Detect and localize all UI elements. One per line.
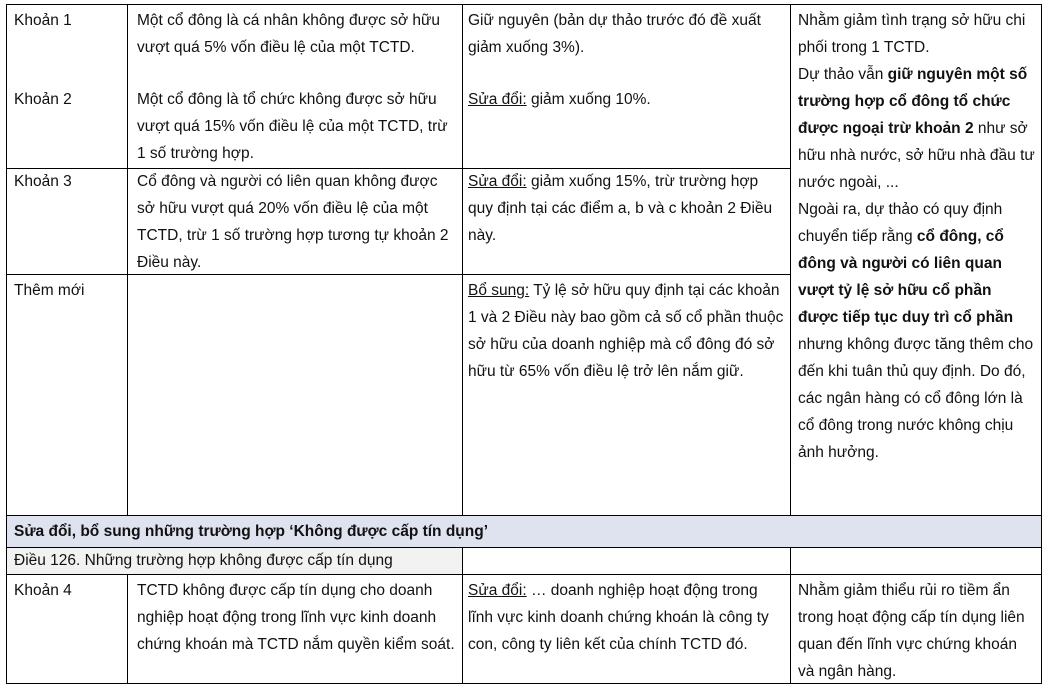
new-proposal: [468, 277, 784, 385]
k4-proposal-text: … doanh nghiệp hoạt động trong lĩnh vực kinh doanh chứng khoán là công ty con, công ty liên kết của chính TCTD đó.: [468, 582, 769, 653]
comment-p1: Nhằm giảm tình trạng sở hữu chi phối trong 1 TCTD.: [798, 12, 1026, 56]
comment-p3: Ngoài ra, dự thảo có quy định chuyển tiếp rằng cổ đông, cổ đông và người có liên quan vượt tỷ lệ sở hữu cổ phần được tiếp tục duy trì cổ phần nhưng không được tăng thêm cho đến khi tuân thủ quy định. Do đó, các ngân hàng có cổ đông lớn là cổ đông trong nước không chịu ảnh hưởng.: [798, 201, 1034, 461]
k3-proposal-prefix: Sửa đổi:: [468, 173, 527, 190]
k4-proposal-prefix: Sửa đổi:: [468, 582, 527, 599]
k1-current: Một cổ đông là cá nhân không được sở hữu vượt quá 5% vốn điều lệ của một TCTD.: [137, 12, 441, 56]
k2-proposal-text: giảm xuống 10%.: [526, 91, 651, 108]
k2-proposal-prefix: Sửa đổi:: [468, 91, 527, 108]
k3-proposal-text: giảm xuống 15%, trừ trường hợp quy định tại các điểm a, b và c khoản 2 Điều này.: [468, 173, 773, 244]
k1-proposal: Giữ nguyên (bản dự thảo trước đó đề xuất giảm xuống 3%).: [468, 12, 761, 56]
section-header: Sửa đổi, bổ sung những trường hợp ‘Không được cấp tín dụng’: [14, 523, 489, 540]
k1-label: Khoản 1: [14, 12, 72, 29]
k4-label: Khoản 4: [14, 582, 72, 599]
comment-top: [798, 7, 1036, 466]
k2-label: Khoản 2: [14, 91, 72, 108]
new-proposal-text: Tỷ lệ sở hữu quy định tại các khoản 1 và 2 Điều này bao gồm cả số cổ phần thuộc sở hữu của doanh nghiệp mà cổ đông đó sở hữu từ 65% vốn điều lệ trở lên nắm giữ.: [468, 282, 784, 380]
k4-proposal: [468, 577, 784, 658]
k2-current: Một cổ đông là tổ chức không được sở hữu vượt quá 15% vốn điều lệ của một TCTD, trừ 1 số trường hợp.: [137, 91, 448, 162]
regulation-table: [6, 4, 1042, 684]
new-label: Thêm mới: [14, 282, 85, 299]
k3-current: Cổ đông và người có liên quan không được sở hữu vượt quá 20% vốn điều lệ của một TCTD, trừ 1 số trường hợp tương tự khoản 2 Điều này.: [137, 173, 449, 271]
k2-proposal: [468, 86, 784, 113]
k4-comment: Nhằm giảm thiểu rủi ro tiềm ẩn trong hoạt động cấp tín dụng liên quan đến lĩnh vực chứng khoán và ngân hàng.: [798, 582, 1025, 680]
k3-label: Khoản 3: [14, 173, 72, 190]
k4-current: TCTD không được cấp tín dụng cho doanh nghiệp hoạt động trong lĩnh vực kinh doanh chứng khoán mà TCTD nắm quyền kiểm soát.: [137, 582, 455, 653]
comment-p2: Dự thảo vẫn giữ nguyên một số trường hợp cổ đông tổ chức được ngoại trừ khoản 2 như sở hữu nhà nước, sở hữu nhà đầu tư nước ngoài, ...: [798, 66, 1035, 191]
new-proposal-prefix: Bổ sung:: [468, 282, 530, 299]
k3-proposal: [468, 168, 784, 249]
article-title: Điều 126. Những trường hợp không được cấp tín dụng: [14, 552, 393, 569]
